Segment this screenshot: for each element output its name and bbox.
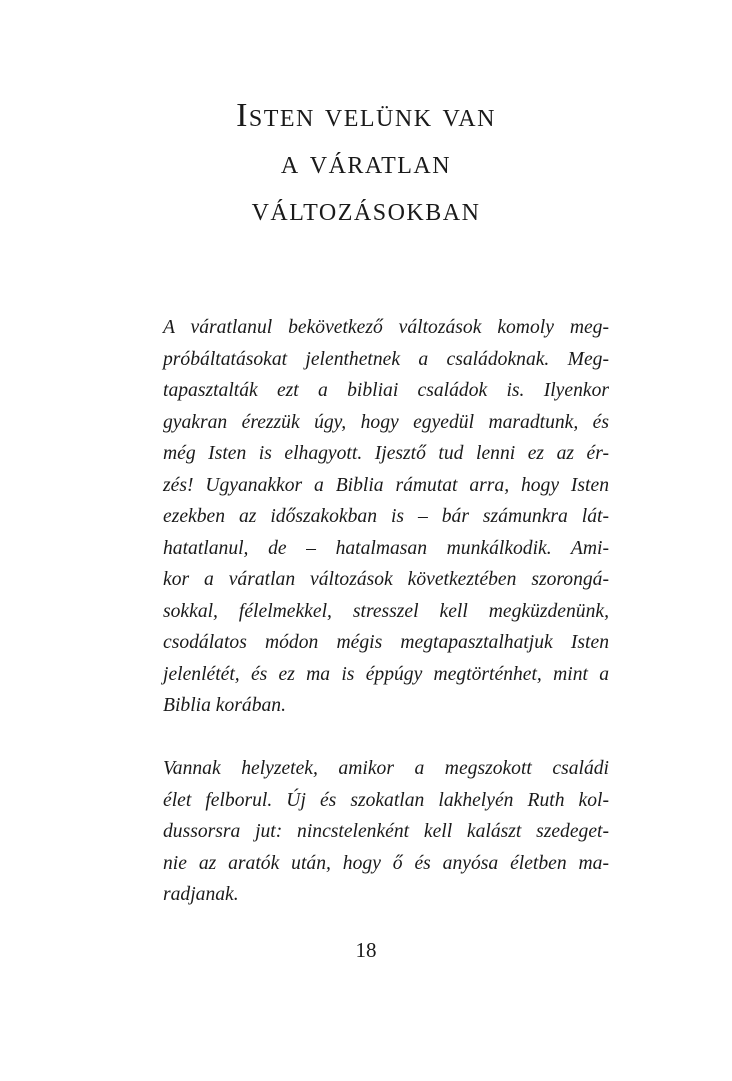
text-line: gyakran érezzük úgy, hogy egyedül maradtunk, és (163, 411, 609, 433)
text-line: hatatlanul, de – hatalmasan munkálkodik. Ami- (163, 537, 609, 559)
chapter-title-line: változásokban (251, 191, 481, 228)
chapter-title (0, 92, 732, 233)
text-line: próbáltatásokat jelenthetnek a családoknak. Meg- (163, 348, 609, 370)
text-line: dussorsra jut: nincstelenként kell kalászt szedeget- (163, 821, 609, 842)
text-line: ezekben az időszakokban is – bár számunkra lát- (163, 506, 609, 527)
chapter-title-line: a váratlan (280, 144, 452, 181)
text-line: még Isten is elhagyott. Ijesztő tud lenni ez az ér- (163, 443, 609, 464)
chapter-title-line: Isten velünk van (236, 97, 496, 134)
text-line: sokkal, félelmekkel, stresszel kell megküzdenünk, (163, 600, 609, 622)
paragraph-2 (163, 753, 609, 911)
text-line: csodálatos módon mégis megtapasztalhatjuk Isten (163, 632, 609, 653)
text-line: tapasztalták ezt a bibliai családok is. Ilyenkor (163, 380, 609, 401)
text-line: nie az aratók után, hogy ő és anyósa életben ma- (163, 852, 609, 874)
text-line: Biblia korában. (163, 695, 286, 716)
text-line: Vannak helyzetek, amikor a megszokott családi (163, 758, 609, 779)
paragraph-1 (163, 312, 609, 722)
chapter-body (163, 312, 609, 942)
text-line: radjanak. (163, 884, 239, 905)
text-line: kor a váratlan változások következtében szorongá- (163, 569, 609, 590)
text-line: A váratlanul bekövetkező változások komoly meg- (163, 317, 609, 338)
page-number: 18 (355, 938, 377, 962)
text-line: jelenlétét, és ez ma is éppúgy megtörténhet, mint a (163, 663, 609, 685)
text-line: zés! Ugyanakkor a Biblia rámutat arra, hogy Isten (163, 474, 609, 496)
text-line: élet felborul. Új és szokatlan lakhelyén Ruth kol- (163, 789, 609, 811)
